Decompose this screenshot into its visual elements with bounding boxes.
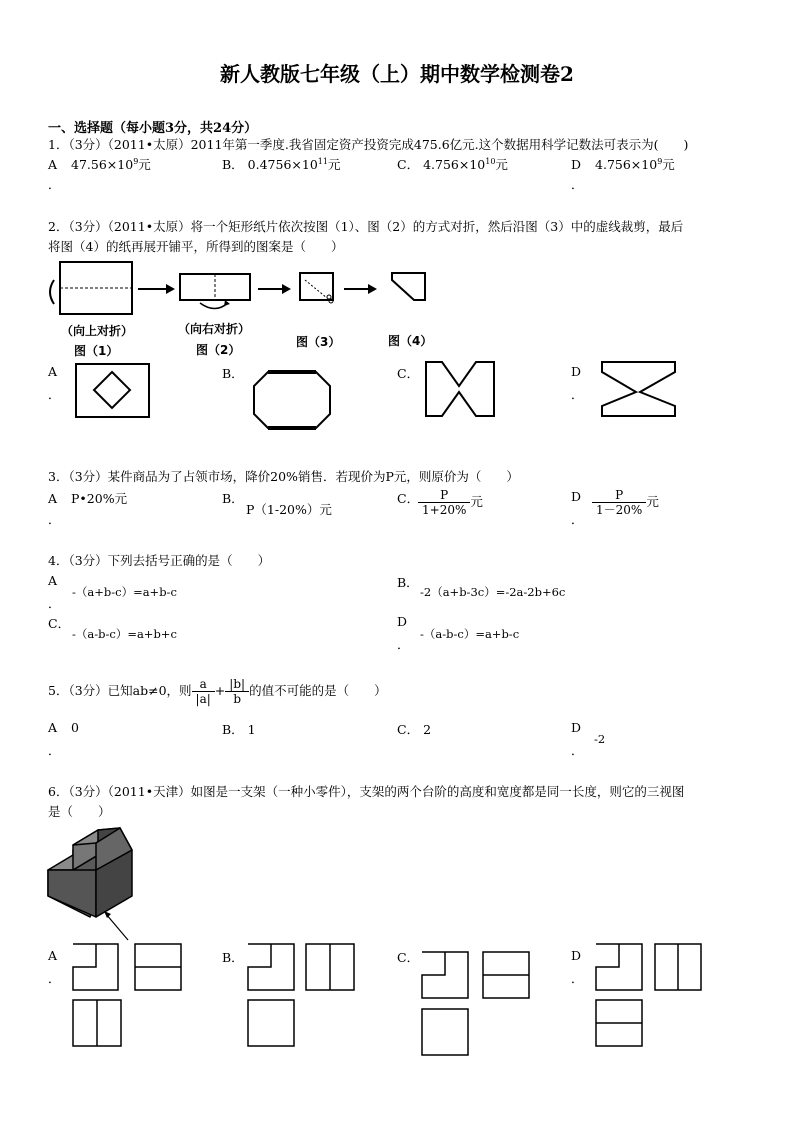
fig4-label: 图（4） [388,334,433,348]
option-letter: A [48,491,58,506]
q4-option-a-text: -（a+b-c）=a+b-c [72,585,177,599]
fraction-numerator: a [192,677,215,692]
q4-option-a-letter[interactable]: A [48,573,58,588]
q5-suffix: 的值不可能的是（ ） [249,683,387,698]
pointer-arrow-icon [104,911,128,940]
q3-option-b-text: P（1-20%）元 [246,502,332,517]
q3-option-b-letter[interactable]: B． [222,491,244,506]
unit: 元 [495,157,508,172]
unit: 元 [662,157,675,172]
option-letter: A [48,157,58,172]
fraction-numerator: |b| [225,677,249,692]
q6-stem-line2: 是（ ） [48,804,111,819]
exponent: 10 [485,156,496,166]
q2-stem-line1: 2．（3分）（2011•太原）将一个矩形纸片依次按图（1）、图（2）的方式对折，然后沿图（3）中的虚线裁剪，最后 [48,219,684,234]
option-letter: C． [397,722,420,737]
unit: 元 [327,157,341,172]
q5-option-d-text: -2 [594,732,606,746]
fraction-numerator: P [418,488,470,503]
q6-option-c[interactable]: C． [397,950,420,965]
option-text: 2 [423,722,432,737]
q4-stem: 4．（3分）下列去括号正确的是（ ） [48,553,271,568]
q6-bracket-3d-figure [48,828,132,917]
option-letter: B． [222,157,244,172]
q3-option-d-letter[interactable]: D [571,489,582,504]
q4-option-b-text: -2（a+b-3c）=-2a-2b+6c [420,585,566,599]
fraction-numerator: P [592,488,646,503]
page-title: 新人教版七年级（上）期中数学检测卷2 [220,62,574,86]
q6-option-a-views [73,944,181,1046]
q6-option-c-views [422,952,529,1055]
option-dot: ． [571,387,584,402]
fraction-denominator: b [233,692,242,706]
q6-option-d[interactable]: D [571,948,582,963]
option-text: 47.56×10 [71,157,134,172]
q2-option-c[interactable]: C． [397,366,420,381]
option-dot: ． [571,971,584,986]
q6-option-b-views [248,944,354,1046]
fig1-label: 图（1） [74,344,119,358]
q3-option-c-letter[interactable]: C． [397,491,420,506]
unit: 元 [138,157,151,172]
q4-option-d-letter[interactable]: D [397,614,408,629]
q6-stem-line1: 6．（3分）（2011•天津）如图是一支架（一种小零件），支架的两个台阶的高度和宽度都是同一长度，则它的三视图 [48,784,685,799]
section-heading: 一、选择题（每小题3分，共24分） [48,121,258,136]
option-dot: ． [48,596,61,611]
q3-stem: 3．（3分）某件商品为了占领市场，降价20%销售．若现价为P元，则原价为（ ） [48,469,519,484]
plus-sign: + [214,683,226,698]
q4-option-c-letter[interactable]: C． [48,616,71,631]
exponent: 9 [657,156,663,166]
fig2-label: 图（2） [196,343,241,357]
option-letter: D [571,157,582,172]
fraction-denominator: |a| [195,692,211,706]
q5-option-d-letter[interactable]: D [571,720,582,735]
q6-option-b[interactable]: B． [222,950,244,965]
option-letter: C． [397,157,420,172]
option-text: 0.4756×10 [247,157,318,172]
option-dot: ． [571,177,584,192]
q5-prefix: 5．（3分）已知ab≠0，则 [48,683,192,698]
option-dot: ． [571,743,584,758]
option-dot: ． [48,971,61,986]
option-dot: ． [48,743,61,758]
q1-stem: 1．（3分）（2011•太原）2011年第一季度.我省固定资产投资完成475.6亿元.这个数据用科学记数法可表示为( ) [48,137,689,152]
option-dot: ． [571,512,584,527]
q2-option-b[interactable]: B． [222,366,244,381]
exponent: 9 [133,156,139,166]
option-text: P•20%元 [71,491,128,506]
fig3-label: 图（3） [296,335,341,349]
q6-option-d-views [596,944,701,1046]
option-dot: ． [397,637,410,652]
fig1-caption: （向上对折） [61,324,134,338]
unit: 元 [470,494,483,509]
option-letter: B． [222,722,244,737]
option-dot: ． [48,512,61,527]
unit: 元 [646,494,659,509]
q4-option-c-text: -（a-b-c）=a+b+c [72,627,177,641]
q2-option-d[interactable]: D [571,364,582,379]
option-text: 1 [247,722,256,737]
option-text: 0 [71,720,79,735]
fraction-denominator: 1+20% [422,503,467,517]
option-letter: A [48,720,58,735]
q4-option-b-letter[interactable]: B． [397,575,419,590]
q2-option-a[interactable]: A [48,364,58,379]
exponent: 11 [317,156,328,166]
option-dot: ． [48,177,61,192]
option-text: 4.756×10 [423,157,486,172]
fig2-caption: （向右对折） [178,322,251,336]
option-dot: ． [48,387,61,402]
option-text: 4.756×10 [595,157,658,172]
q6-option-a[interactable]: A [48,948,58,963]
fraction-denominator: 1－20% [596,503,643,517]
q4-option-d-text: -（a-b-c）=a+b-c [420,627,520,641]
q2-stem-line2: 将图（4）的纸再展开铺平，所得到的图案是（ ） [48,239,344,254]
